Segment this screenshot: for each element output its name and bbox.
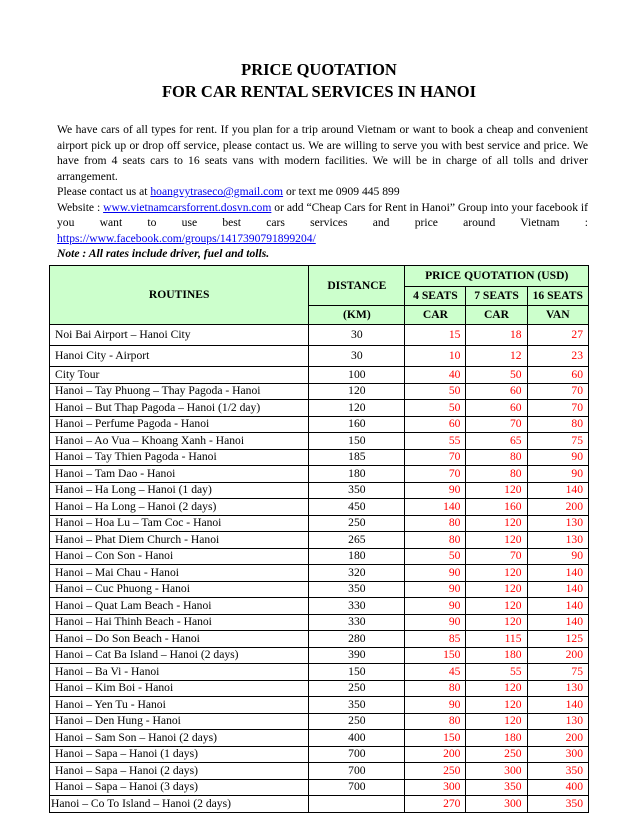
distance-cell: 250 (309, 515, 405, 532)
price-16-seats-cell: 80 (527, 416, 588, 433)
price-16-seats-cell: 70 (527, 383, 588, 400)
website-suffix: or add “Cheap Cars for Rent in Hanoi” Group into your facebook if you want to use best cars services and price around Vietnam : (57, 200, 588, 229)
distance-cell: 185 (309, 449, 405, 466)
price-4-seats-cell: 70 (405, 449, 466, 466)
distance-cell: 700 (309, 746, 405, 763)
table-body (50, 325, 589, 813)
route-cell: Hanoi – Sapa – Hanoi (1 days) (50, 746, 309, 763)
price-16-seats-cell: 75 (527, 664, 588, 681)
price-4-seats-cell: 55 (405, 433, 466, 450)
table-row (50, 548, 589, 565)
price-7-seats-cell: 55 (466, 664, 527, 681)
distance-cell: 30 (309, 346, 405, 367)
header-van: VAN (527, 306, 588, 325)
price-16-seats-cell: 75 (527, 433, 588, 450)
price-4-seats-cell: 80 (405, 532, 466, 549)
price-7-seats-cell: 120 (466, 515, 527, 532)
price-16-seats-cell: 200 (527, 730, 588, 747)
price-7-seats-cell: 80 (466, 449, 527, 466)
header-car-2: CAR (466, 306, 527, 325)
header-km: (KM) (309, 306, 405, 325)
price-4-seats-cell: 150 (405, 647, 466, 664)
price-7-seats-cell: 350 (466, 779, 527, 796)
table-row (50, 647, 589, 664)
route-cell: City Tour (50, 367, 309, 384)
price-4-seats-cell: 90 (405, 565, 466, 582)
price-16-seats-cell: 350 (527, 796, 588, 813)
price-7-seats-cell: 120 (466, 565, 527, 582)
route-cell: Hanoi City - Airport (50, 346, 309, 367)
route-cell: Hanoi – Ha Long – Hanoi (2 days) (50, 499, 309, 516)
table-row (50, 796, 589, 813)
distance-cell: 100 (309, 367, 405, 384)
route-cell: Hanoi – Ba Vi - Hanoi (50, 664, 309, 681)
table-row (50, 532, 589, 549)
route-cell: Hanoi – Den Hung - Hanoi (50, 713, 309, 730)
route-cell: Hanoi – Tay Thien Pagoda - Hanoi (50, 449, 309, 466)
intro-paragraph: We have cars of all types for rent. If you plan for a trip around Vietnam or want to book a cheap and convenient airport pick up or drop off service, please contact us. We are willing to serve you with best service and price. We have from 4 seats cars to 16 seats vans with modern facilities. We will be in charge of all tolls and driver arrangement. (57, 123, 588, 183)
contact-line (57, 184, 588, 200)
price-16-seats-cell: 130 (527, 713, 588, 730)
price-4-seats-cell: 150 (405, 730, 466, 747)
price-4-seats-cell: 60 (405, 416, 466, 433)
price-4-seats-cell: 250 (405, 763, 466, 780)
distance-cell: 265 (309, 532, 405, 549)
route-cell: Hanoi – Do Son Beach - Hanoi (50, 631, 309, 648)
price-16-seats-cell: 140 (527, 598, 588, 615)
distance-cell: 250 (309, 680, 405, 697)
distance-cell: 120 (309, 383, 405, 400)
route-cell: Hanoi – Mai Chau - Hanoi (50, 565, 309, 582)
route-cell: Hanoi – Hai Thinh Beach - Hanoi (50, 614, 309, 631)
distance-cell: 180 (309, 548, 405, 565)
price-16-seats-cell: 60 (527, 367, 588, 384)
price-7-seats-cell: 65 (466, 433, 527, 450)
price-16-seats-cell: 400 (527, 779, 588, 796)
route-cell: Hanoi – Yen Tu - Hanoi (50, 697, 309, 714)
price-4-seats-cell: 70 (405, 466, 466, 483)
distance-cell: 120 (309, 400, 405, 417)
price-4-seats-cell: 50 (405, 400, 466, 417)
price-7-seats-cell: 70 (466, 548, 527, 565)
price-16-seats-cell: 90 (527, 548, 588, 565)
header-routines: ROUTINES (50, 266, 309, 325)
price-16-seats-cell: 130 (527, 680, 588, 697)
price-7-seats-cell: 300 (466, 796, 527, 813)
table-row (50, 581, 589, 598)
distance-cell: 450 (309, 499, 405, 516)
table-row (50, 697, 589, 714)
price-7-seats-cell: 115 (466, 631, 527, 648)
route-cell: Hanoi – Tam Dao - Hanoi (50, 466, 309, 483)
price-7-seats-cell: 120 (466, 598, 527, 615)
price-4-seats-cell: 90 (405, 697, 466, 714)
price-7-seats-cell: 80 (466, 466, 527, 483)
distance-cell: 280 (309, 631, 405, 648)
route-cell: Hanoi – Perfume Pagoda - Hanoi (50, 416, 309, 433)
price-7-seats-cell: 18 (466, 325, 527, 346)
price-7-seats-cell: 120 (466, 532, 527, 549)
price-4-seats-cell: 270 (405, 796, 466, 813)
intro-section (57, 122, 588, 262)
price-16-seats-cell: 90 (527, 449, 588, 466)
contact-suffix: or text me 0909 445 899 (283, 185, 400, 198)
price-7-seats-cell: 120 (466, 614, 527, 631)
price-7-seats-cell: 120 (466, 482, 527, 499)
price-16-seats-cell: 130 (527, 515, 588, 532)
price-16-seats-cell: 23 (527, 346, 588, 367)
price-16-seats-cell: 140 (527, 581, 588, 598)
page-title: PRICE QUOTATION (241, 60, 397, 79)
price-7-seats-cell: 300 (466, 763, 527, 780)
table-row (50, 664, 589, 681)
route-cell: Noi Bai Airport – Hanoi City (50, 325, 309, 346)
distance-cell: 150 (309, 664, 405, 681)
price-4-seats-cell: 85 (405, 631, 466, 648)
distance-cell (309, 796, 405, 813)
price-7-seats-cell: 120 (466, 581, 527, 598)
distance-cell: 350 (309, 697, 405, 714)
route-cell: Hanoi – Co To Island – Hanoi (2 days) (50, 796, 309, 813)
table-row (50, 499, 589, 516)
price-7-seats-cell: 160 (466, 499, 527, 516)
distance-cell: 320 (309, 565, 405, 582)
route-cell: Hanoi – Con Son - Hanoi (50, 548, 309, 565)
table-row (50, 746, 589, 763)
header-4-seats: 4 SEATS (405, 287, 466, 306)
route-cell: Hanoi – Sapa – Hanoi (2 days) (50, 763, 309, 780)
price-4-seats-cell: 80 (405, 680, 466, 697)
price-4-seats-cell: 45 (405, 664, 466, 681)
price-table (49, 265, 589, 813)
price-4-seats-cell: 90 (405, 614, 466, 631)
distance-cell: 700 (309, 763, 405, 780)
distance-cell: 180 (309, 466, 405, 483)
distance-cell: 390 (309, 647, 405, 664)
price-4-seats-cell: 50 (405, 383, 466, 400)
table-row (50, 433, 589, 450)
table-row (50, 614, 589, 631)
distance-cell: 150 (309, 433, 405, 450)
price-16-seats-cell: 200 (527, 499, 588, 516)
price-7-seats-cell: 250 (466, 746, 527, 763)
price-7-seats-cell: 12 (466, 346, 527, 367)
route-cell: Hanoi – But Thap Pagoda – Hanoi (1/2 day) (50, 400, 309, 417)
price-7-seats-cell: 60 (466, 383, 527, 400)
table-row (50, 325, 589, 346)
table-row (50, 631, 589, 648)
distance-cell: 330 (309, 614, 405, 631)
price-4-seats-cell: 15 (405, 325, 466, 346)
price-4-seats-cell: 50 (405, 548, 466, 565)
distance-cell: 350 (309, 482, 405, 499)
route-cell: Hanoi – Tay Phuong – Thay Pagoda - Hanoi (50, 383, 309, 400)
header-7-seats: 7 SEATS (466, 287, 527, 306)
distance-cell: 700 (309, 779, 405, 796)
price-4-seats-cell: 90 (405, 598, 466, 615)
price-4-seats-cell: 80 (405, 713, 466, 730)
route-cell: Hanoi – Hoa Lu – Tam Coc - Hanoi (50, 515, 309, 532)
route-cell: Hanoi – Cuc Phuong - Hanoi (50, 581, 309, 598)
header-16-seats: 16 SEATS (527, 287, 588, 306)
price-4-seats-cell: 40 (405, 367, 466, 384)
price-16-seats-cell: 27 (527, 325, 588, 346)
distance-cell: 250 (309, 713, 405, 730)
table-row (50, 383, 589, 400)
price-4-seats-cell: 90 (405, 581, 466, 598)
table-row (50, 449, 589, 466)
contact-prefix: Please contact us at (57, 185, 151, 198)
route-cell: Hanoi – Kim Boi - Hanoi (50, 680, 309, 697)
price-7-seats-cell: 120 (466, 680, 527, 697)
distance-cell: 400 (309, 730, 405, 747)
table-row (50, 515, 589, 532)
route-cell: Hanoi – Ha Long – Hanoi (1 day) (50, 482, 309, 499)
facebook-link[interactable]: https://www.facebook.com/groups/1417390791899204/ (57, 231, 316, 245)
table-row (50, 713, 589, 730)
route-cell: Hanoi – Sam Son – Hanoi (2 days) (50, 730, 309, 747)
table-row (50, 482, 589, 499)
website-prefix: Website : (57, 200, 104, 214)
header-price-quotation: PRICE QUOTATION (USD) (405, 266, 589, 287)
website-link[interactable]: www.vietnamcarsforrent.dosvn.com (103, 200, 272, 214)
table-row (50, 400, 589, 417)
table-row (50, 730, 589, 747)
price-4-seats-cell: 140 (405, 499, 466, 516)
price-7-seats-cell: 120 (466, 713, 527, 730)
price-16-seats-cell: 125 (527, 631, 588, 648)
table-row (50, 680, 589, 697)
price-7-seats-cell: 60 (466, 400, 527, 417)
distance-cell: 350 (309, 581, 405, 598)
header-distance: DISTANCE (309, 266, 405, 306)
table-row (50, 346, 589, 367)
rates-note: Note : All rates include driver, fuel and tolls. (57, 247, 270, 260)
price-16-seats-cell: 70 (527, 400, 588, 417)
price-16-seats-cell: 140 (527, 614, 588, 631)
price-16-seats-cell: 300 (527, 746, 588, 763)
price-7-seats-cell: 180 (466, 647, 527, 664)
price-7-seats-cell: 120 (466, 697, 527, 714)
price-7-seats-cell: 50 (466, 367, 527, 384)
table-row (50, 367, 589, 384)
price-4-seats-cell: 300 (405, 779, 466, 796)
page-subtitle: FOR CAR RENTAL SERVICES IN HANOI (161, 82, 477, 101)
price-16-seats-cell: 350 (527, 763, 588, 780)
distance-cell: 330 (309, 598, 405, 615)
header-car-1: CAR (405, 306, 466, 325)
price-4-seats-cell: 80 (405, 515, 466, 532)
route-cell: Hanoi – Phat Diem Church - Hanoi (50, 532, 309, 549)
price-16-seats-cell: 140 (527, 697, 588, 714)
table-row (50, 565, 589, 582)
price-4-seats-cell: 90 (405, 482, 466, 499)
table-row (50, 466, 589, 483)
price-4-seats-cell: 10 (405, 346, 466, 367)
price-16-seats-cell: 130 (527, 532, 588, 549)
email-link[interactable]: hoangvytraseco@gmail.com (150, 185, 284, 198)
table-row (50, 763, 589, 780)
route-cell: Hanoi – Sapa – Hanoi (3 days) (50, 779, 309, 796)
price-16-seats-cell: 90 (527, 466, 588, 483)
route-cell: Hanoi – Ao Vua – Khoang Xanh - Hanoi (50, 433, 309, 450)
table-row (50, 598, 589, 615)
distance-cell: 160 (309, 416, 405, 433)
website-line (57, 200, 588, 247)
price-16-seats-cell: 200 (527, 647, 588, 664)
price-7-seats-cell: 180 (466, 730, 527, 747)
price-4-seats-cell: 200 (405, 746, 466, 763)
route-cell: Hanoi – Quat Lam Beach - Hanoi (50, 598, 309, 615)
price-16-seats-cell: 140 (527, 482, 588, 499)
table-row (50, 416, 589, 433)
table-row (50, 779, 589, 796)
route-cell: Hanoi – Cat Ba Island – Hanoi (2 days) (50, 647, 309, 664)
distance-cell: 30 (309, 325, 405, 346)
price-7-seats-cell: 70 (466, 416, 527, 433)
price-16-seats-cell: 140 (527, 565, 588, 582)
